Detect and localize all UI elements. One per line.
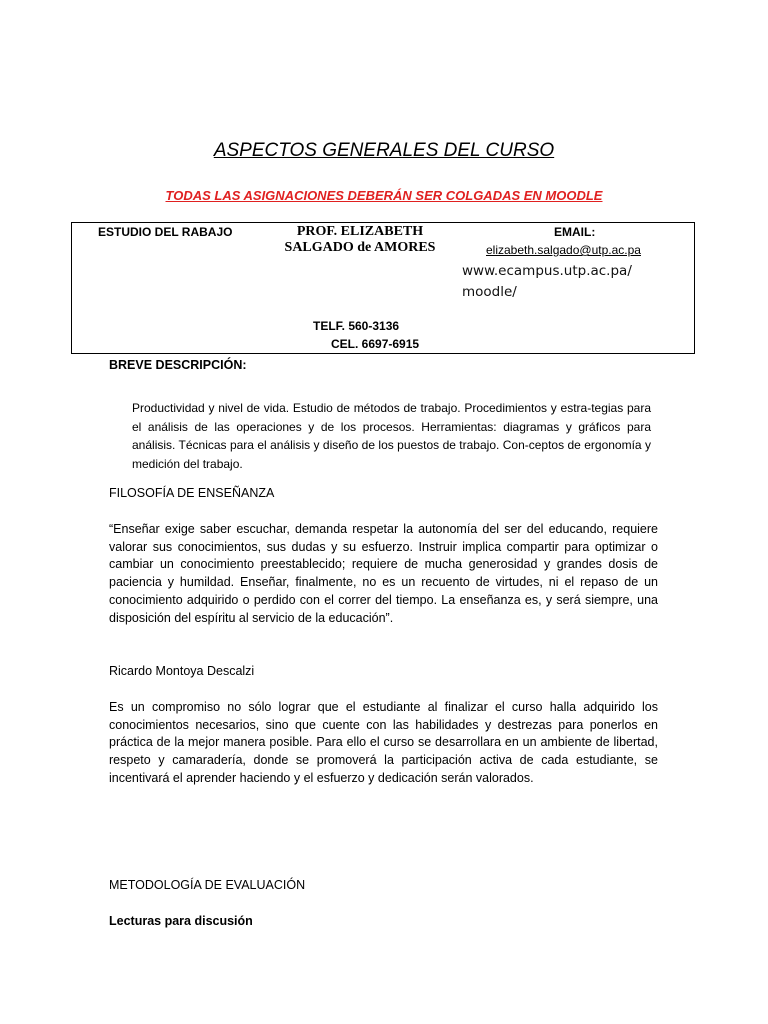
page-title: ASPECTOS GENERALES DEL CURSO: [213, 140, 555, 161]
course-name: ESTUDIO DEL RABAJO: [98, 225, 233, 239]
moodle-notice: TODAS LAS ASIGNACIONES DEBERÁN SER COLGADAS EN MOODLE: [165, 188, 603, 203]
cellphone: CEL. 6697-6915: [331, 337, 420, 351]
email-link[interactable]: elizabeth.salgado@utp.ac.pa: [486, 243, 641, 257]
quote-author: Ricardo Montoya Descalzi: [109, 664, 255, 678]
professor-name-line2: SALGADO de AMORES: [284, 240, 436, 255]
readings-heading: Lecturas para discusión: [109, 914, 253, 928]
website-link[interactable]: [462, 261, 662, 303]
email-label: EMAIL:: [554, 225, 596, 239]
professor-name-line1: PROF. ELIZABETH: [296, 224, 424, 239]
professor-name: [274, 224, 446, 256]
description-heading: BREVE DESCRIPCIÓN:: [109, 358, 247, 372]
quote-paragraph: [109, 521, 658, 627]
quote-text: “Enseñar exige saber escuchar, demanda respetar la autonomía del ser del educando, requiere valorar sus conocimientos, sus dudas y su esfuerzo. Instruir implica compartir para optimizar o cambiar un conocimiento preestablecido; requiere de mucha generosidad y grandes dosis de paciencia y humildad. Enseñar, finalmente, no es un recuento de virtudes, ni el repaso de un conocimiento adquirido o perdido con el correr del tiempo. La enseñanza es, y será siempre, una disposición del espíritu al servicio de la educación”.: [109, 522, 658, 625]
telephone: TELF. 560-3136: [313, 319, 400, 333]
commitment-paragraph: Es un compromiso no sólo lograr que el estudiante al finalizar el curso halla adquirido los conocimientos necesarios, sino que cuente con las habilidades y destrezas para ponerlos en práctica de la mejor manera posible. Para ello el curso se desarrollara en un ambiente de libertad, respeto y camaradería, donde se promoverá la participación activa de cada estudiante, se incentivará el aprender haciendo y el esfuerzo y dedicación serán valorados.: [109, 700, 658, 785]
philosophy-heading: FILOSOFÍA DE ENSEÑANZA: [109, 486, 275, 500]
website-line2: moodle/: [462, 284, 517, 300]
description-paragraph: Productividad y nivel de vida. Estudio de métodos de trabajo. Procedimientos y estra-tegias para el análisis de las operaciones y de los procesos. Herramientas: diagramas y gráficos para análisis. Técnicas para el análisis y diseño de los puestos de trabajo. Con-ceptos de ergonomía y medición del trabajo.: [132, 401, 651, 471]
evaluation-heading: METODOLOGÍA DE EVALUACIÓN: [109, 878, 306, 892]
website-line1: www.ecampus.utp.ac.pa/: [462, 263, 632, 279]
